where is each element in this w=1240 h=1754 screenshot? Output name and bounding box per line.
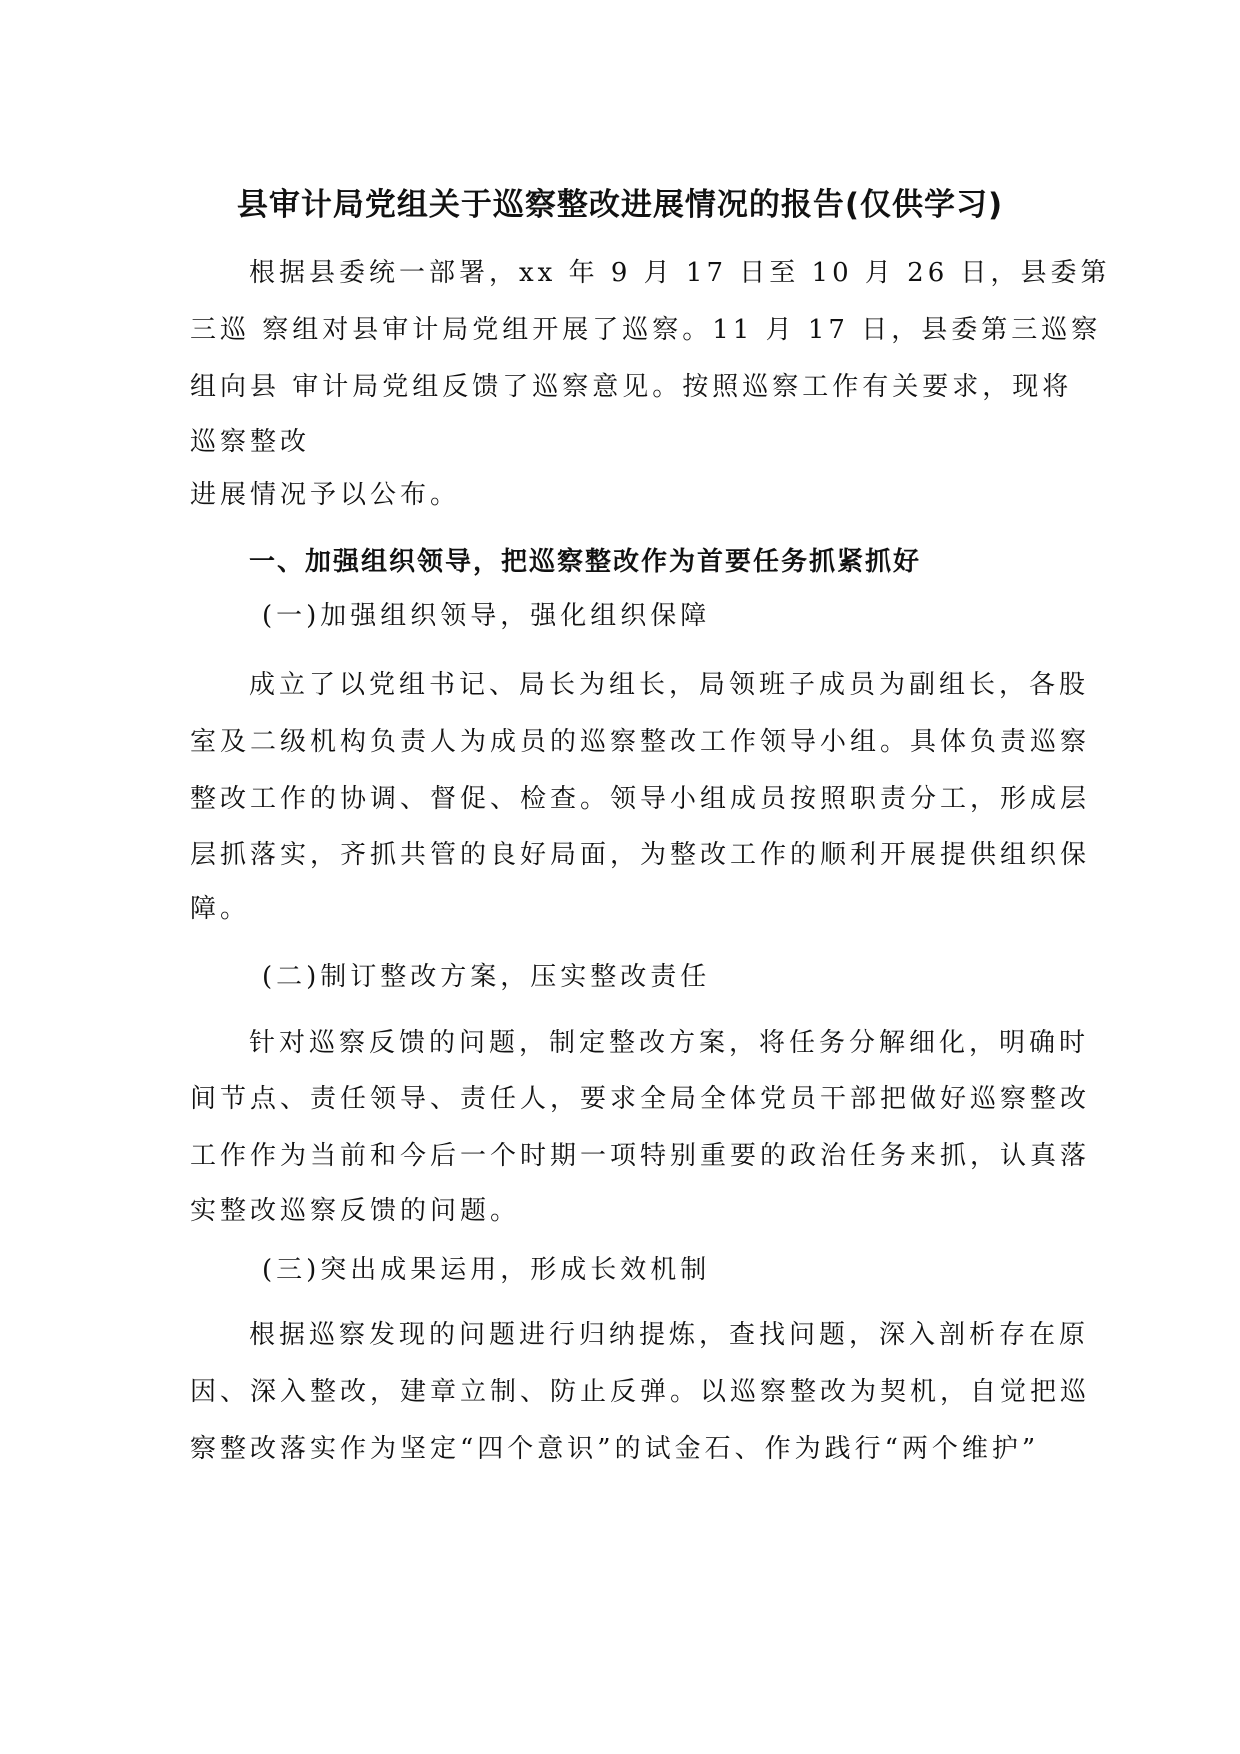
subsection-1-line-5: 障。	[190, 894, 251, 924]
intro-line-5: 进展情况予以公布。	[190, 480, 461, 510]
subsection-3-heading: (三)突出成果运用，形成长效机制	[262, 1255, 711, 1285]
intro-line-4: 巡察整改	[190, 427, 311, 457]
subsection-1-line-4: 层抓落实，齐抓共管的良好局面，为整改工作的顺利开展提供组织保	[190, 840, 1091, 870]
subsection-3-line-2: 因、深入整改，建章立制、防止反弹。以巡察整改为契机，自觉把巡	[190, 1377, 1091, 1407]
subsection-2-line-1: 针对巡察反馈的问题，制定整改方案，将任务分解细化，明确时	[249, 1028, 1090, 1058]
intro-line-3: 组向县 审计局党组反馈了巡察意见。按照巡察工作有关要求，现将	[190, 372, 1073, 402]
subsection-3-line-3: 察整改落实作为坚定“四个意识”的试金石、作为践行“两个维护”	[190, 1434, 1040, 1464]
subsection-1-line-1: 成立了以党组书记、局长为组长，局领班子成员为副组长，各股	[249, 670, 1090, 700]
subsection-2-line-3: 工作作为当前和今后一个时期一项特别重要的政治任务来抓，认真落	[190, 1141, 1091, 1171]
intro-line-2: 三巡 察组对县审计局党组开展了巡察。11 月 17 日，县委第三巡察	[190, 315, 1102, 345]
subsection-1-line-3: 整改工作的协调、督促、检查。领导小组成员按照职责分工，形成层	[190, 784, 1091, 814]
subsection-2-line-4: 实整改巡察反馈的问题。	[190, 1196, 521, 1226]
intro-line-1: 根据县委统一部署，xx 年 9 月 17 日至 10 月 26 日，县委第	[249, 258, 1111, 288]
subsection-1-heading: (一)加强组织领导，强化组织保障	[262, 601, 711, 631]
subsection-2-heading: (二)制订整改方案，压实整改责任	[262, 962, 711, 992]
document-title: 县审计局党组关于巡察整改进展情况的报告(仅供学习)	[236, 187, 1004, 223]
subsection-1-line-2: 室及二级机构负责人为成员的巡察整改工作领导小组。具体负责巡察	[190, 727, 1091, 757]
subsection-2-line-2: 间节点、责任领导、责任人，要求全局全体党员干部把做好巡察整改	[190, 1084, 1091, 1114]
section-1-heading: 一、加强组织领导，把巡察整改作为首要任务抓紧抓好	[249, 547, 922, 577]
subsection-3-line-1: 根据巡察发现的问题进行归纳提炼，查找问题，深入剖析存在原	[249, 1320, 1090, 1350]
